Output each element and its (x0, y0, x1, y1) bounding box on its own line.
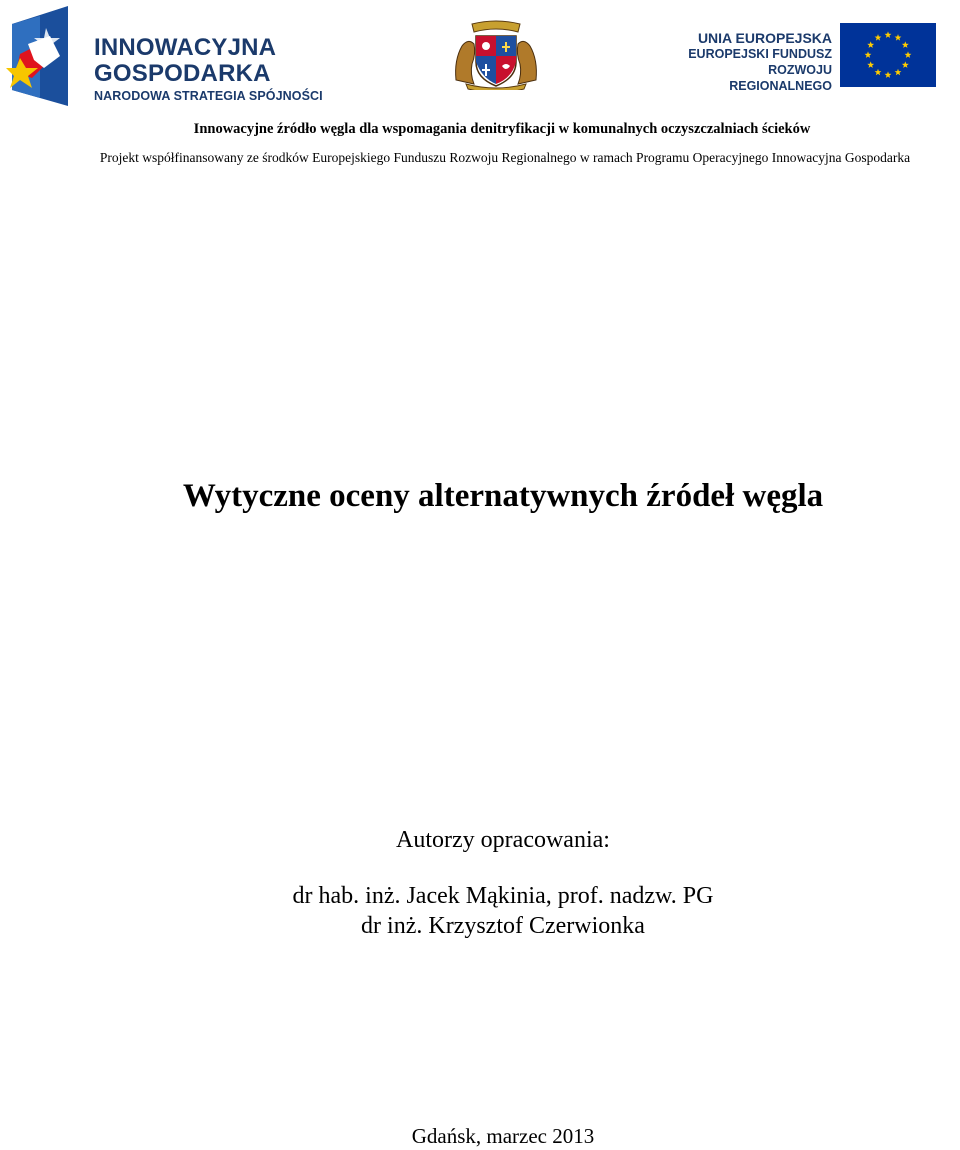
eu-fund-logo-text (662, 30, 832, 94)
ig-logo-line-1: INNOWACYJNA (94, 34, 277, 61)
document-title: Wytyczne oceny alternatywnych źródeł węgla (182, 478, 824, 514)
innowacyjna-gospodarka-logo (6, 6, 326, 108)
eu-logo-line-2: EUROPEJSKI FUNDUSZ (688, 47, 832, 61)
ig-logo-line-3: NARODOWA STRATEGIA SPÓJNOŚCI (94, 89, 323, 103)
author-name: dr inż. Krzysztof Czerwionka (361, 913, 645, 939)
eu-logo-line-1: UNIA EUROPEJSKA (697, 30, 832, 46)
eu-flag-icon (840, 23, 936, 87)
author-name: dr hab. inż. Jacek Mąkinia, prof. nadzw. PG (292, 883, 714, 909)
eu-logo-line-3: ROZWOJU REGIONALNEGO (729, 63, 832, 93)
ig-logo-line-2: GOSPODARKA (94, 60, 271, 87)
university-crest-logo (452, 20, 540, 90)
place-and-date: Gdańsk, marzec 2013 (411, 1124, 595, 1148)
funding-note: Projekt współfinansowany ze środków Europejskiego Funduszu Rozwoju Regionalnego w ramach Programu Operacyjnego Innowacyjna Gospodarka (99, 150, 911, 165)
eu-flag-logo (840, 23, 936, 87)
authors-label: Autorzy opracowania: (396, 827, 610, 853)
crest-icon (452, 20, 540, 90)
project-title: Innowacyjne źródło węgla dla wspomagania denitryfikacji w komunalnych oczyszczalniach ścieków (193, 121, 811, 137)
innowacyjna-gospodarka-emblem-icon (6, 6, 86, 108)
